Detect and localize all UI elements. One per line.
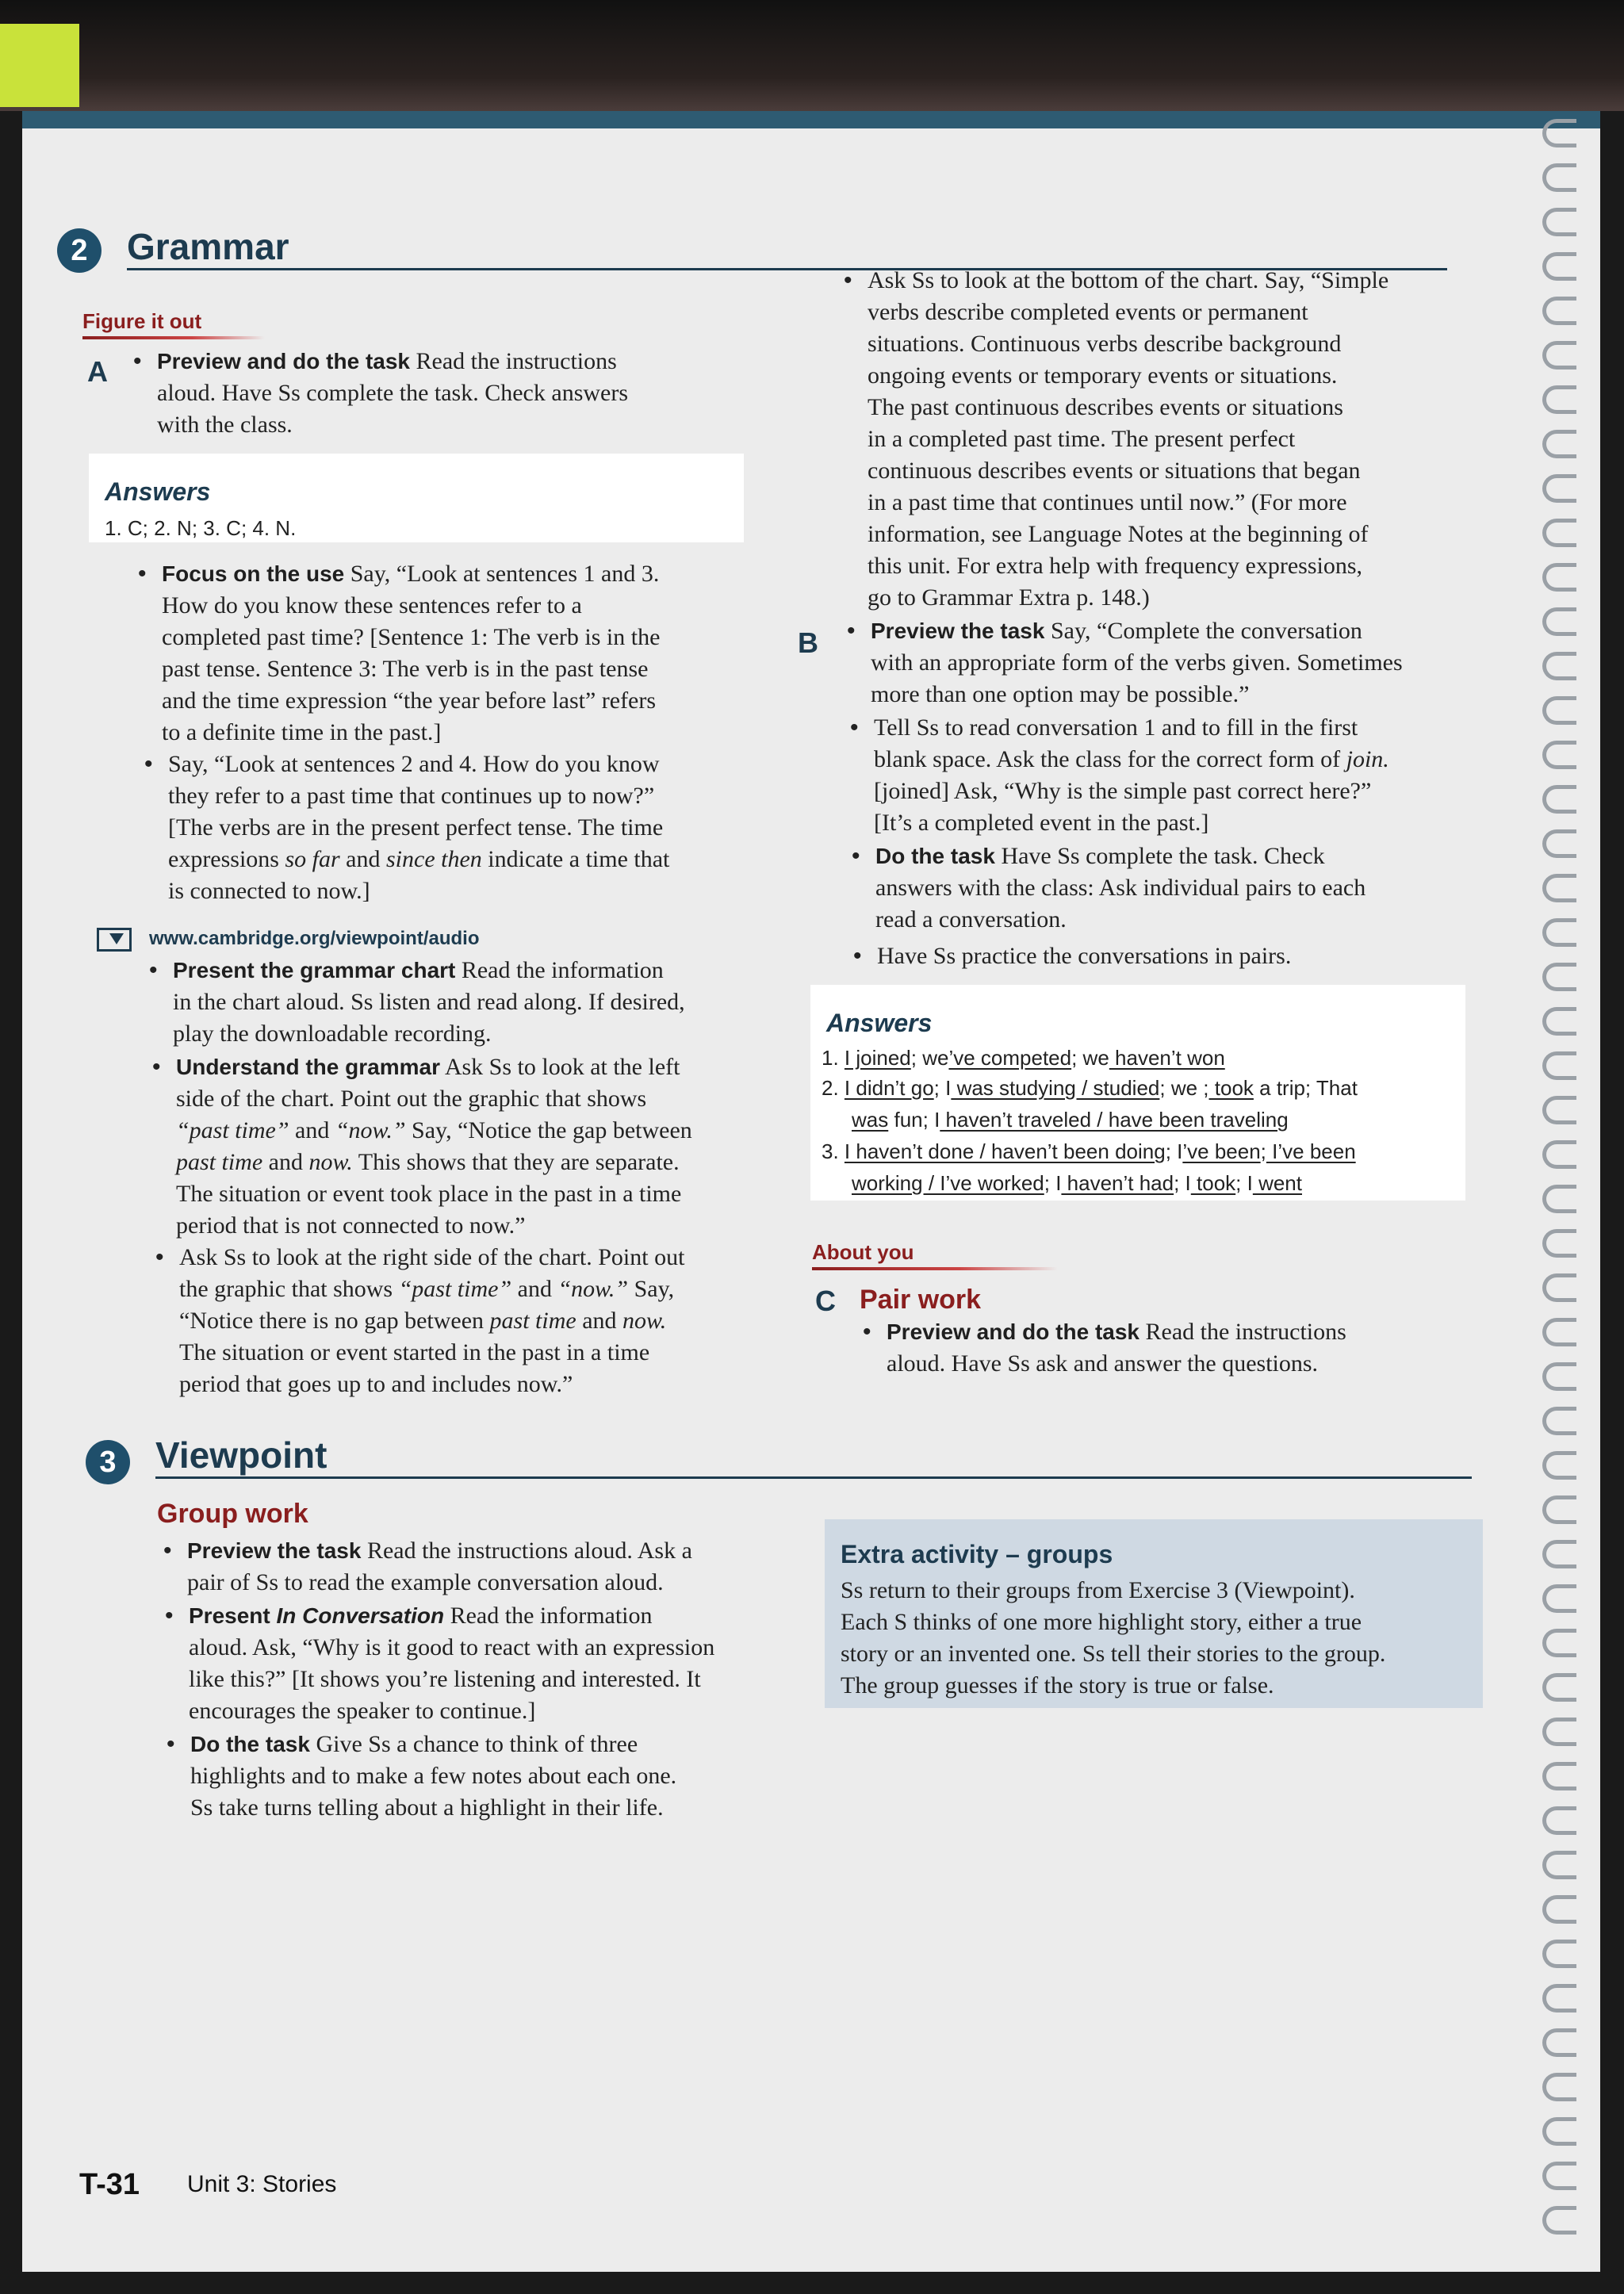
text: ongoing events or temporary events or situations. xyxy=(868,362,1338,389)
text: this unit. For extra help with frequency expressions, xyxy=(868,553,1363,579)
lead-text: Preview and do the task xyxy=(887,1319,1139,1344)
unit-label: Unit 3: Stories xyxy=(187,2171,337,2197)
answers-box-b xyxy=(810,985,1465,1201)
text: past tense. Sentence 3: The verb is in the past tense xyxy=(162,656,649,682)
text: a trip; That xyxy=(1253,1076,1358,1100)
text: in a completed past time. The present perfect xyxy=(868,426,1296,452)
section-title-viewpoint: Viewpoint xyxy=(155,1434,327,1476)
audio-download-icon[interactable] xyxy=(97,928,132,952)
bullet-practice-in-pairs xyxy=(877,940,1480,972)
text: period that goes up to and includes now.” xyxy=(179,1371,573,1397)
text: blank space. Ask the class for the correct form of xyxy=(874,746,1346,772)
spiral-coil xyxy=(1542,785,1576,814)
spiral-coil xyxy=(1542,1140,1576,1169)
text: ; I xyxy=(933,1076,952,1100)
audio-url-link[interactable]: www.cambridge.org/viewpoint/audio xyxy=(149,928,480,949)
text: 2. xyxy=(822,1076,839,1100)
text: Have Ss complete the task. Check xyxy=(1001,843,1325,869)
page-header-rule xyxy=(22,111,1600,128)
text: they refer to a past time that continues up to now?” xyxy=(168,783,655,809)
answer-line-3-cont xyxy=(852,1167,1470,1199)
section-title-grammar: Grammar xyxy=(127,226,289,267)
text: [It’s a completed event in the past.] xyxy=(874,810,1209,836)
lead-text: Preview and do the task xyxy=(157,349,410,373)
lead-text: Understand the grammar xyxy=(176,1055,440,1079)
text: fun; I xyxy=(888,1108,940,1132)
text: Read the information xyxy=(461,957,664,983)
text: ; I xyxy=(1174,1171,1191,1195)
text: is connected to now.] xyxy=(168,878,370,904)
bullet-present-grammar-chart xyxy=(173,955,760,1050)
spiral-coil xyxy=(1542,741,1576,769)
text: “past time” xyxy=(398,1276,512,1302)
spiral-coil xyxy=(1542,1273,1576,1302)
spiral-coil xyxy=(1542,1451,1576,1480)
lead-text: Focus on the use xyxy=(162,561,345,586)
answer-line-2 xyxy=(822,1072,1456,1104)
text: Ss return to their groups from Exercise 3 (Viewpoint). xyxy=(841,1577,1355,1603)
spiral-coil xyxy=(1542,1806,1576,1835)
spiral-coil xyxy=(1542,829,1576,858)
text: “now.” xyxy=(335,1117,406,1143)
text: Say, “Look at sentences 1 and 3. xyxy=(350,561,660,587)
bullet-right-side-of-chart xyxy=(179,1242,766,1400)
bullet-viewpoint-preview xyxy=(187,1535,790,1599)
text: past time xyxy=(489,1308,576,1334)
text: join. xyxy=(1346,746,1389,772)
lead-text: In Conversation xyxy=(276,1603,445,1628)
bullet-tell-ss-conversation-1 xyxy=(874,712,1477,839)
text: ; xyxy=(1235,1171,1242,1195)
text: The group guesses if the story is true or false. xyxy=(841,1672,1274,1698)
spiral-coil xyxy=(1542,2162,1576,2190)
spiral-coil xyxy=(1542,1496,1576,1524)
text: aloud. Have Ss complete the task. Check answers xyxy=(157,380,629,406)
text: pair of Ss to read the example conversation aloud. xyxy=(187,1569,664,1595)
answer-blank: haven’t had xyxy=(1061,1171,1174,1195)
lead-text: Preview the task xyxy=(187,1538,362,1563)
spiral-coil xyxy=(1542,385,1576,414)
exercise-letter-c: C xyxy=(815,1285,836,1317)
text: the graphic that shows xyxy=(179,1276,399,1302)
answer-blank: I joined xyxy=(844,1046,911,1070)
section-number-badge: 3 xyxy=(86,1440,130,1484)
text: to a definite time in the past.] xyxy=(162,719,442,745)
spiral-coil xyxy=(1542,1629,1576,1657)
text: continuous describes events or situations that began xyxy=(868,458,1361,484)
text: now. xyxy=(308,1149,353,1175)
spiral-coil xyxy=(1542,696,1576,725)
extra-activity-text xyxy=(841,1575,1475,1702)
text: Give Ss a chance to think of three xyxy=(316,1731,638,1757)
spiral-coil xyxy=(1542,1318,1576,1346)
text: side of the chart. Point out the graphic that shows xyxy=(176,1086,647,1112)
text: completed past time? [Sentence 1: The verb is in the xyxy=(162,624,661,650)
text: and xyxy=(262,1149,309,1175)
text: Read the instructions xyxy=(416,348,617,374)
text: story or an invented one. Ss tell their stories to the group. xyxy=(841,1641,1386,1667)
bullet-bottom-of-chart xyxy=(868,265,1470,614)
exercise-letter-a: A xyxy=(87,355,108,388)
text: Say, xyxy=(628,1276,675,1302)
answer-blank: haven’t traveled / have been traveling xyxy=(940,1108,1289,1132)
section-number-badge: 2 xyxy=(57,228,102,273)
text: and xyxy=(576,1308,623,1334)
answer-blank: was studying / studied xyxy=(951,1076,1160,1100)
bullet-b-do-the-task xyxy=(875,841,1478,936)
text: The situation or event started in the past in a time xyxy=(179,1339,650,1365)
answer-blank: ’ve competed xyxy=(948,1046,1072,1070)
text: Say, “Notice the gap between xyxy=(405,1117,692,1143)
spiral-coil xyxy=(1542,119,1576,147)
spiral-coil xyxy=(1542,874,1576,902)
text: more than one option may be possible.” xyxy=(871,681,1250,707)
text: ; xyxy=(1260,1139,1266,1163)
text: in the chart aloud. Ss listen and read along. If desired, xyxy=(173,989,685,1015)
spiral-coil xyxy=(1542,341,1576,370)
text: with an appropriate form of the verbs given. Sometimes xyxy=(871,649,1403,676)
answer-blank: went xyxy=(1252,1171,1302,1195)
text: Say, “Look at sentences 2 and 4. How do you know xyxy=(168,751,660,777)
text: past time xyxy=(176,1149,263,1175)
spiral-coil xyxy=(1542,1895,1576,1924)
text: [The verbs are in the present perfect tense. The time xyxy=(168,814,664,841)
spiral-coil xyxy=(1542,1762,1576,1790)
spiral-coil xyxy=(1542,1673,1576,1702)
lead-text: Present xyxy=(189,1603,277,1628)
bullet-preview-and-do xyxy=(157,346,744,441)
text: “Notice there is no gap between xyxy=(179,1308,490,1334)
extra-activity-box xyxy=(825,1519,1483,1708)
text: Each S thinks of one more highlight story, either a true xyxy=(841,1609,1362,1635)
spiral-binding xyxy=(1542,119,1606,2260)
text: answers with the class: Ask individual pairs to each xyxy=(875,875,1366,901)
text: This shows that they are separate. xyxy=(352,1149,680,1175)
spiral-coil xyxy=(1542,163,1576,192)
text: encourages the speaker to continue.] xyxy=(189,1698,536,1724)
about-you-rule xyxy=(812,1267,1058,1270)
text: Ss take turns telling about a highlight in their life. xyxy=(190,1794,664,1821)
text: play the downloadable recording. xyxy=(173,1021,492,1047)
answers-line: 1. C; 2. N; 3. C; 4. N. xyxy=(105,516,297,540)
text: Say, “Complete the conversation xyxy=(1050,618,1362,644)
spiral-coil xyxy=(1542,2073,1576,2101)
text: How do you know these sentences refer to a xyxy=(162,592,582,618)
bullet-c-preview-and-do xyxy=(887,1316,1473,1380)
text: ; we xyxy=(910,1046,949,1070)
exercise-letter-b: B xyxy=(798,626,818,659)
bullet-understand-the-grammar xyxy=(176,1051,763,1242)
answers-title: Answers xyxy=(105,477,211,506)
spiral-coil xyxy=(1542,607,1576,636)
extra-activity-title: Extra activity – groups xyxy=(841,1540,1113,1568)
text: verbs describe completed events or permanent xyxy=(868,299,1308,325)
answer-line-2-cont xyxy=(852,1104,1470,1136)
spiral-coil xyxy=(1542,1851,1576,1879)
text: 3. xyxy=(822,1139,839,1163)
answer-blank: took xyxy=(1208,1076,1254,1100)
text: period that is not connected to now.” xyxy=(176,1212,526,1239)
text: and xyxy=(289,1117,335,1143)
lead-text: Do the task xyxy=(875,844,995,868)
spiral-coil xyxy=(1542,2028,1576,2057)
text: 1. xyxy=(822,1046,839,1070)
text: expressions xyxy=(168,846,285,872)
spiral-coil xyxy=(1542,2206,1576,2235)
spiral-coil xyxy=(1542,1229,1576,1258)
text: like this?” [It shows you’re listening and interested. It xyxy=(189,1666,701,1692)
text: highlights and to make a few notes about each one. xyxy=(190,1763,677,1789)
answer-blank: haven’t won xyxy=(1109,1046,1225,1070)
spiral-coil xyxy=(1542,652,1576,680)
spiral-coil xyxy=(1542,519,1576,547)
spiral-coil xyxy=(1542,963,1576,991)
text: ; I xyxy=(1044,1171,1062,1195)
spiral-coil xyxy=(1542,1007,1576,1036)
spiral-coil xyxy=(1542,1051,1576,1080)
spiral-coil xyxy=(1542,918,1576,947)
answer-line-1 xyxy=(822,1042,1456,1074)
lead-text: Present the grammar chart xyxy=(173,958,456,982)
spiral-coil xyxy=(1542,1185,1576,1213)
answer-blank: took xyxy=(1190,1171,1236,1195)
bullet-b-preview-the-task xyxy=(871,615,1473,710)
answers-title: Answers xyxy=(826,1009,933,1037)
text: indicate a time that xyxy=(481,846,670,872)
text: Ask Ss to look at the left xyxy=(444,1054,680,1080)
text: since then xyxy=(386,846,482,872)
text: so far xyxy=(285,846,340,872)
text: The past continuous describes events or situations xyxy=(868,394,1343,420)
spiral-coil xyxy=(1542,430,1576,458)
spiral-coil xyxy=(1542,474,1576,503)
text: and the time expression “the year before last” refers xyxy=(162,687,657,714)
text: read a conversation. xyxy=(875,906,1067,933)
spiral-coil xyxy=(1542,2117,1576,2146)
spiral-coil xyxy=(1542,1362,1576,1391)
text: ; we xyxy=(1071,1046,1109,1070)
text: with the class. xyxy=(157,412,293,438)
lead-text: Do the task xyxy=(190,1732,310,1756)
spiral-coil xyxy=(1542,297,1576,325)
text: situations. Continuous verbs describe background xyxy=(868,331,1342,357)
green-tab-marker xyxy=(0,24,79,107)
text: now. xyxy=(622,1308,667,1334)
answer-blank: ’ve been xyxy=(1182,1139,1261,1163)
spiral-coil xyxy=(1542,563,1576,592)
section-rule xyxy=(155,1476,1472,1479)
text: aloud. Have Ss ask and answer the questions. xyxy=(887,1350,1319,1377)
spiral-coil xyxy=(1542,1718,1576,1746)
text: Have Ss practice the conversations in pairs. xyxy=(877,943,1292,969)
answer-blank: was xyxy=(852,1108,889,1132)
page-number: T-31 xyxy=(79,2168,140,2201)
answer-blank: I haven’t done / haven’t been doing xyxy=(844,1139,1166,1163)
lead-text: Preview the task xyxy=(871,618,1045,643)
spiral-coil xyxy=(1542,252,1576,281)
answer-blank: I didn’t go xyxy=(844,1076,934,1100)
bullet-viewpoint-do-the-task xyxy=(190,1729,793,1824)
pair-work-heading: Pair work xyxy=(860,1285,982,1315)
text: go to Grammar Extra p. 148.) xyxy=(868,584,1150,611)
spiral-coil xyxy=(1542,1540,1576,1568)
answers-box-a xyxy=(89,454,744,542)
answer-blank: I’ve been xyxy=(1266,1139,1356,1163)
spiral-coil xyxy=(1542,1584,1576,1613)
text: Ask Ss to look at the right side of the chart. Point out xyxy=(179,1244,685,1270)
about-you-heading: About you xyxy=(812,1240,914,1264)
text: Read the instructions aloud. Ask a xyxy=(366,1538,692,1564)
text: Tell Ss to read conversation 1 and to fill in the first xyxy=(874,714,1358,741)
spiral-coil xyxy=(1542,1096,1576,1124)
spiral-coil xyxy=(1542,1407,1576,1435)
text: and xyxy=(511,1276,558,1302)
text: in a past time that continues until now.” (For more xyxy=(868,489,1347,515)
bullet-say-sentences-2-4 xyxy=(168,749,755,907)
spiral-coil xyxy=(1542,208,1576,236)
answer-line-3 xyxy=(822,1136,1456,1167)
text: and xyxy=(339,846,386,872)
text: Ask Ss to look at the bottom of the chart. Say, “Simple xyxy=(868,267,1389,293)
spiral-coil xyxy=(1542,1984,1576,2013)
text: Read the information xyxy=(450,1603,653,1629)
bullet-focus-on-the-use xyxy=(162,558,749,749)
text: ; we ; xyxy=(1159,1076,1209,1100)
figure-it-out-heading: Figure it out xyxy=(82,309,202,333)
scan-top-band xyxy=(0,0,1624,111)
text: The situation or event took place in the past in a time xyxy=(176,1181,682,1207)
group-work-heading: Group work xyxy=(157,1499,308,1529)
text: Read the instructions xyxy=(1145,1319,1346,1345)
figure-it-out-rule xyxy=(82,336,265,339)
text: “now.” xyxy=(557,1276,629,1302)
text: I xyxy=(1241,1171,1253,1195)
bullet-present-in-conversation xyxy=(189,1600,791,1727)
text: information, see Language Notes at the beginning of xyxy=(868,521,1369,547)
text: [joined] Ask, “Why is the simple past correct here?” xyxy=(874,778,1372,804)
spiral-coil xyxy=(1542,1940,1576,1968)
text: aloud. Ask, “Why is it good to react with an expression xyxy=(189,1634,715,1660)
text: ; I xyxy=(1165,1139,1183,1163)
text: “past time” xyxy=(176,1117,289,1143)
answer-blank: working / I’ve worked xyxy=(852,1171,1044,1195)
